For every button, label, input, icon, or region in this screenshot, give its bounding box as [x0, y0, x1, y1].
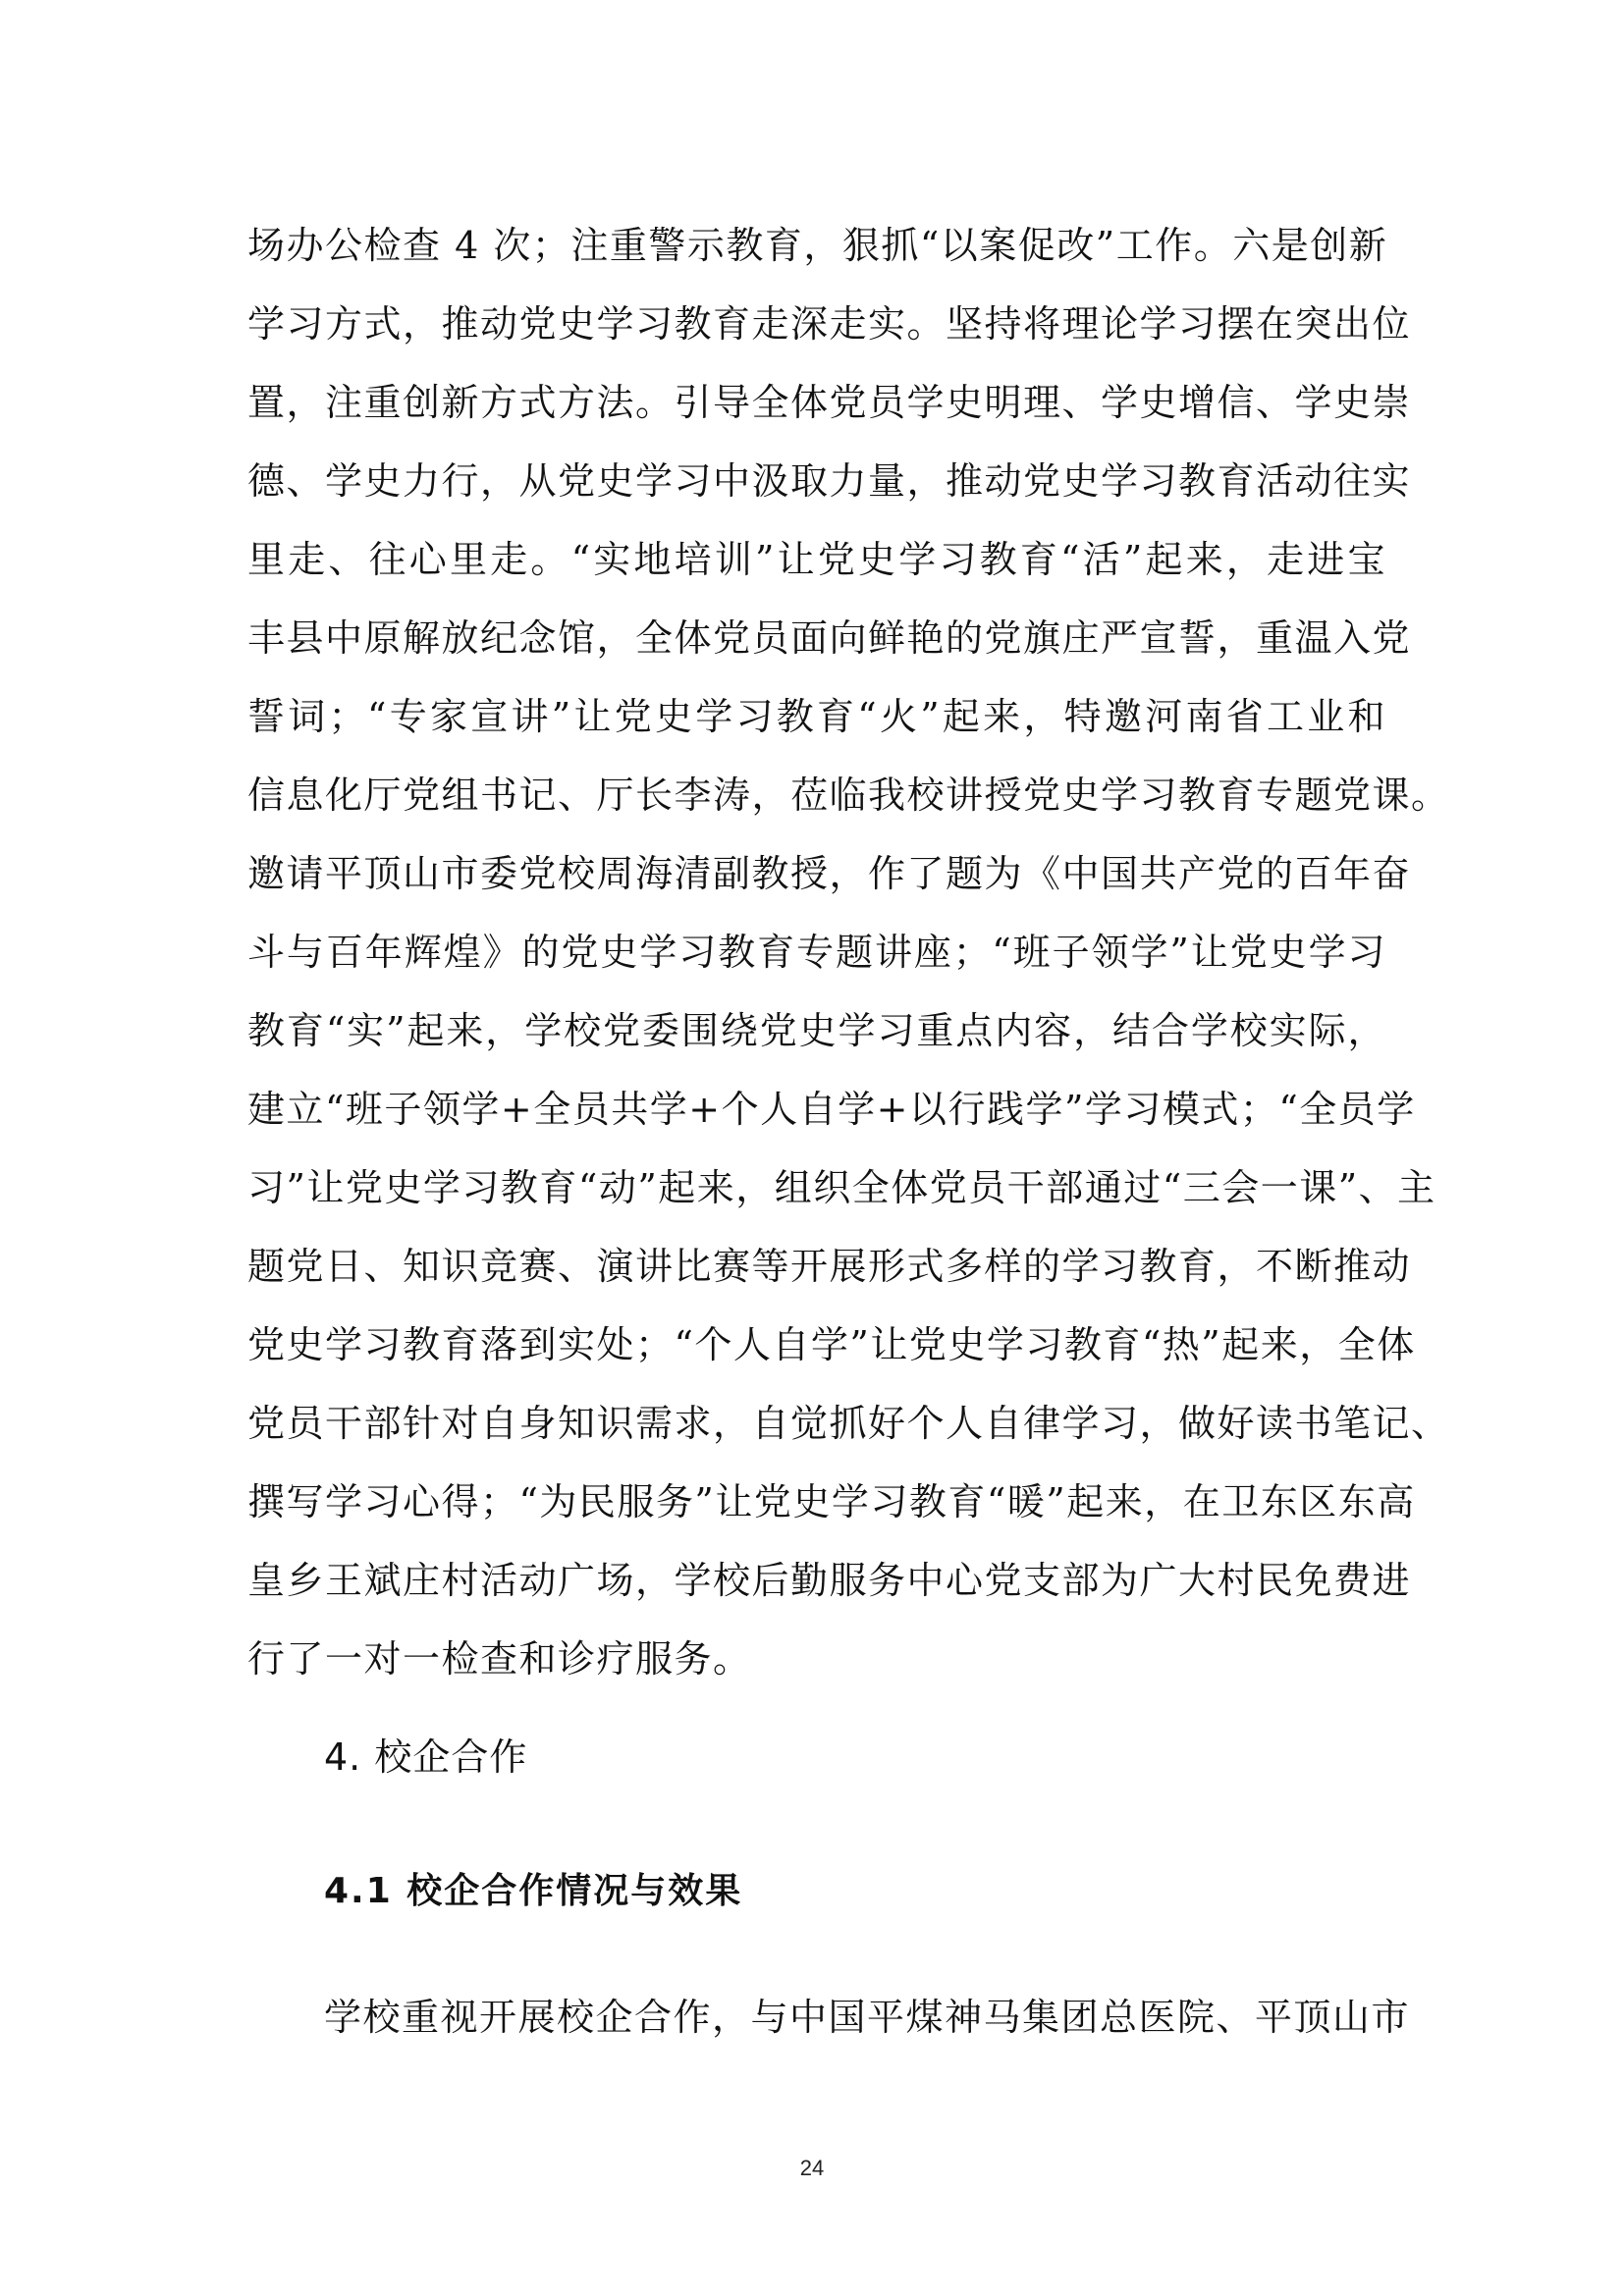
paragraph-line: 学习方式，推动党史学习教育走深走实。坚持将理论学习摆在突出位 — [247, 302, 1412, 346]
paragraph-line: 置，注重创新方式方法。引导全体党员学史明理、学史增信、学史崇 — [247, 381, 1412, 424]
paragraph-line-last: 行了一对一检查和诊疗服务。 — [247, 1637, 752, 1681]
main-paragraph — [247, 206, 1450, 1698]
paragraph-line: 场办公检查 4 次；注重警示教育，狠抓“以案促改”工作。六是创新 — [247, 224, 1388, 267]
paragraph-line: 党史学习教育落到实处；“个人自学”让党史学习教育“热”起来，全体 — [247, 1323, 1416, 1366]
paragraph-line: 信息化厅党组书记、厅长李涛，莅临我校讲授党史学习教育专题党课。 — [247, 774, 1450, 817]
paragraph-line: 斗与百年辉煌》的党史学习教育专题讲座；“班子领学”让党史学习 — [247, 931, 1386, 974]
paragraph-line: 教育“实”起来，学校党委围绕党史学习重点内容，结合学校实际， — [247, 1009, 1386, 1052]
paragraph-line: 丰县中原解放纪念馆，全体党员面向鲜艳的党旗庄严宣誓，重温入党 — [247, 616, 1412, 660]
subsection-paragraph: 学校重视开展校企合作，与中国平煤神马集团总医院、平顶山市 — [324, 1996, 1411, 2039]
paragraph-line: 撰写学习心得；“为民服务”让党史学习教育“暖”起来，在卫东区东高 — [247, 1480, 1416, 1523]
paragraph-line: 誓词；“专家宣讲”让党史学习教育“火”起来，特邀河南省工业和 — [247, 695, 1386, 738]
paragraph-line: 德、学史力行，从党史学习中汲取力量，推动党史学习教育活动往实 — [247, 459, 1412, 503]
paragraph-line: 皇乡王斌庄村活动广场，学校后勤服务中心党支部为广大村民免费进 — [247, 1559, 1412, 1602]
paragraph-line: 习”让党史学习教育“动”起来，组织全体党员干部通过“三会一课”、主 — [247, 1166, 1436, 1209]
section-heading: 4. 校企合作 — [324, 1735, 528, 1779]
paragraph-line: 题党日、知识竞赛、演讲比赛等开展形式多样的学习教育，不断推动 — [247, 1245, 1412, 1288]
paragraph-line: 里走、往心里走。“实地培训”让党史学习教育“活”起来，走进宝 — [247, 538, 1386, 581]
paragraph-line: 建立“班子领学+全员共学+个人自学+以行践学”学习模式；“全员学 — [247, 1088, 1416, 1131]
subsection-heading: 4.1 校企合作情况与效果 — [324, 1871, 743, 1911]
paragraph-line: 邀请平顶山市委党校周海清副教授，作了题为《中国共产党的百年奋 — [247, 852, 1412, 895]
page-number: 24 — [799, 2156, 825, 2180]
paragraph-line: 党员干部针对自身知识需求，自觉抓好个人自律学习，做好读书笔记、 — [247, 1402, 1450, 1445]
